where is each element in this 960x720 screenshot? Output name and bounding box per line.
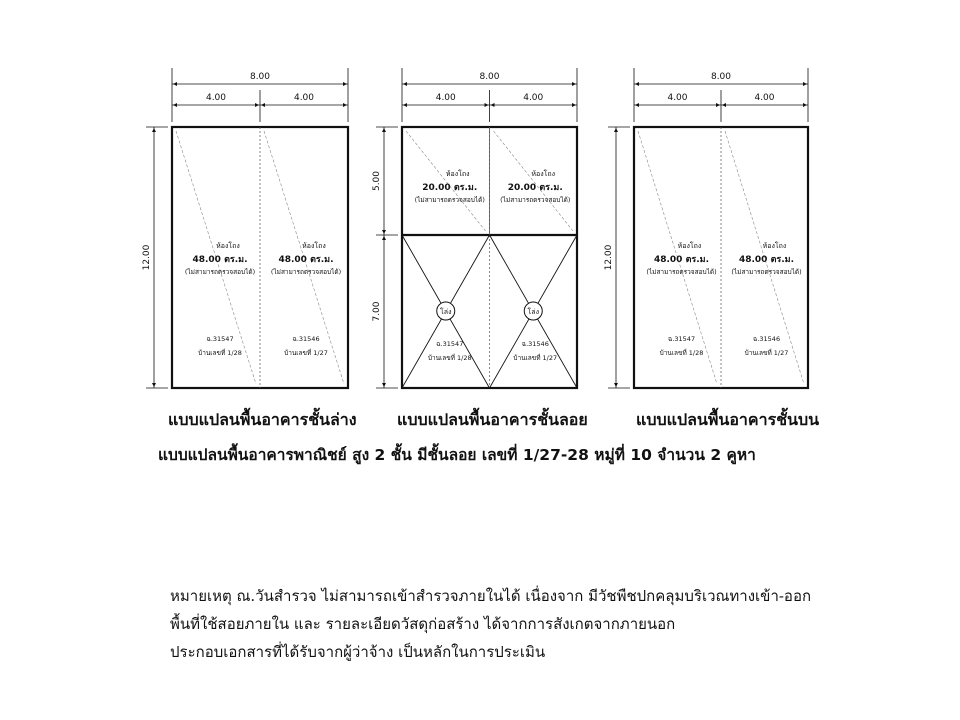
plan2-dim-arrow [803, 82, 807, 86]
plan2-unit1-area-label: 48.00 ตร.ม. [653, 255, 710, 265]
plan0-unit1-lot-label: ฉ.31547 [206, 335, 234, 343]
plan1-dim-half-label: 4.00 [435, 93, 456, 103]
plan2-unit2-remark-label: (ไม่สามารถตรวจสอบได้) [731, 268, 802, 276]
note-line-1: หมายเหตุ ณ.วันสำรวจ ไม่สามารถเข้าสำรวจภายในได้ เนื่องจาก มีวัชพืชปกคลุมบริเวณทางเข้า-ออก [170, 587, 812, 605]
plan2-dim-total-label: 8.00 [710, 72, 732, 82]
plan0-dim-depth-label: 12.00 [142, 244, 152, 271]
plan1-dim-front-depth-label: 5.00 [372, 170, 382, 192]
note-line-2: พื้นที่ใช้สอยภายใน และ รายละเอียดวัสดุก่อสร้าง ได้จากการสังเกตจากภายนอก [170, 615, 676, 633]
plan0-dim-total-label: 8.00 [249, 72, 271, 82]
plan0-unit2-room-label: ห้องโถง [302, 242, 326, 250]
plan1-unit1-house-label: บ้านเลขที่ 1/28 [427, 354, 472, 362]
plan1-dim-half-label: 4.00 [523, 93, 544, 103]
plan0-dim-arrow [152, 383, 156, 387]
plan1-unit1-room-label: ห้องโถง [445, 170, 470, 178]
plan1-unit1-lot-label: ฉ.31547 [436, 340, 464, 348]
mezzanine-floor-caption: แบบแปลนพื้นอาคารชั้นลอย [397, 410, 588, 429]
plan2-unit1-lot-label: ฉ.31547 [667, 335, 696, 343]
plan0-dim-arrow [173, 103, 177, 107]
plan2-unit2-room-label: ห้องโถง [762, 242, 787, 250]
plan0-dim-arrow [343, 82, 347, 86]
plan2-dim-half-label: 4.00 [667, 93, 688, 103]
plan2-dim-arrow [803, 103, 807, 107]
plan2-dim-arrow [635, 82, 639, 86]
plan0-dim-half-label: 4.00 [205, 93, 227, 103]
plan1-dim-arrow [572, 103, 576, 107]
plan2-unit1-house-label: บ้านเลขที่ 1/28 [659, 349, 704, 357]
plan2-dim-half-label: 4.00 [754, 93, 775, 103]
plan1-unit2-room-label: ห้องโถง [531, 170, 556, 178]
plan0-dim-arrow [343, 103, 347, 107]
plan1-unit1-remark-label: (ไม่สามารถตรวจสอบได้) [414, 196, 485, 204]
plan0-unit1-area-label: 48.00 ตร.ม. [192, 255, 248, 265]
plan0-unit2-area-label: 48.00 ตร.ม. [278, 255, 334, 265]
plan1-unit2-area-label: 20.00 ตร.ม. [507, 183, 563, 193]
plan2-dim-arrow [716, 103, 720, 107]
main-caption: แบบแปลนพื้นอาคารพาณิชย์ สูง 2 ชั้น มีชั้นลอย เลขที่ 1/27-28 หมู่ที่ 10 จำนวน 2 คูหา [158, 446, 756, 464]
plan1-void2-label: โล่ง [527, 308, 539, 316]
plan0-dim-half-label: 4.00 [293, 93, 315, 103]
plan1-dim-arrow [382, 236, 386, 240]
ground-floor-caption: แบบแปลนพื้นอาคารชั้นล่าง [168, 410, 357, 429]
plan1-dim-arrow [382, 230, 386, 234]
plan0-unit1-remark-label: (ไม่สามารถตรวจสอบได้) [184, 268, 256, 276]
plan2-dim-arrow [614, 383, 618, 387]
plan1-dim-arrow [382, 128, 386, 132]
plan2-unit2-area-label: 48.00 ตร.ม. [738, 255, 795, 265]
plan1-void1-label: โล่ง [440, 308, 452, 316]
upper-floor-caption: แบบแปลนพื้นอาคารชั้นบน [636, 410, 820, 429]
plan2-dim-arrow [722, 103, 726, 107]
plan2-unit1-remark-label: (ไม่สามารถตรวจสอบได้) [646, 268, 717, 276]
plan2-unit1-room-label: ห้องโถง [677, 242, 702, 250]
plan1-dim-arrow [403, 103, 407, 107]
plan1-dim-arrow [382, 383, 386, 387]
plan0-unit2-house-label: บ้านเลขที่ 1/27 [284, 349, 328, 357]
plan1-unit2-house-label: บ้านเลขที่ 1/27 [513, 354, 558, 362]
plan2-dim-arrow [614, 128, 618, 132]
plan0-dim-arrow [152, 128, 156, 132]
plan0-unit2-remark-label: (ไม่สามารถตรวจสอบได้) [270, 268, 342, 276]
plan0-dim-arrow [255, 103, 259, 107]
note-line-3: ประกอบเอกสารที่ได้รับจากผู้ว่าจ้าง เป็นหลักในการประเมิน [170, 643, 546, 661]
plan0-unit1-house-label: บ้านเลขที่ 1/28 [198, 349, 242, 357]
plan1-unit2-remark-label: (ไม่สามารถตรวจสอบได้) [500, 196, 571, 204]
plan2-dim-arrow [635, 103, 639, 107]
plan1-dim-arrow [403, 82, 407, 86]
plan1-dim-total-label: 8.00 [479, 72, 500, 82]
plan1-unit1-area-label: 20.00 ตร.ม. [422, 183, 478, 193]
plan0-dim-arrow [173, 82, 177, 86]
plan1-dim-arrow [572, 82, 576, 86]
plan1-dim-arrow [491, 103, 495, 107]
plan2-unit2-lot-label: ฉ.31546 [752, 335, 781, 343]
plan1-mezz-unit1-diagonal [406, 131, 486, 231]
plan2-dim-depth-label: 12.00 [604, 244, 614, 271]
plan1-unit2-lot-label: ฉ.31546 [521, 340, 549, 348]
plan2-unit2-house-label: บ้านเลขที่ 1/27 [744, 349, 789, 357]
plan1-mezz-unit2-diagonal [494, 131, 574, 231]
plan0-unit2-lot-label: ฉ.31546 [292, 335, 320, 343]
plan0-dim-arrow [261, 103, 265, 107]
plan0-unit1-room-label: ห้องโถง [216, 242, 240, 250]
plan1-dim-arrow [485, 103, 489, 107]
plan1-dim-rear-depth-label: 7.00 [372, 301, 382, 322]
